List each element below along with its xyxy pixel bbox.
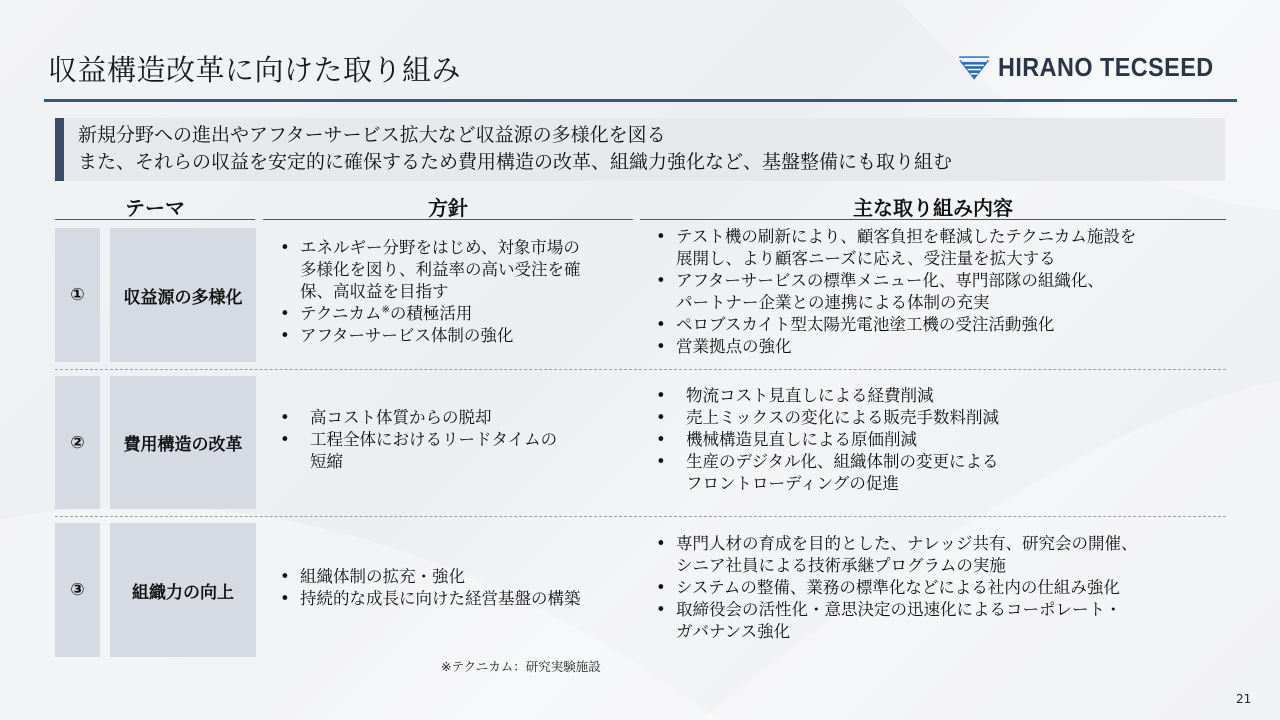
list-item: • 組織体制の拡充・強化 xyxy=(280,567,465,586)
column-header-theme: テーマ xyxy=(55,192,255,220)
summary-line: 新規分野への進出やアフターサービス拡大など収益源の多様化を図る xyxy=(78,124,666,146)
row-theme: 費用構造の改革 xyxy=(110,376,256,509)
list-item: • アフターサービス体制の強化 xyxy=(280,326,514,345)
row-number: ① xyxy=(55,228,100,362)
logo-mark-icon xyxy=(958,44,990,90)
list-item: • アフターサービスの標準メニュー化、専門部隊の組織化、 パートナー企業との連携による体制の充実 xyxy=(656,271,1104,312)
row-theme: 組織力の向上 xyxy=(110,523,256,657)
list-item: • テクニカム※の積極活用 xyxy=(280,304,473,323)
main-list xyxy=(656,226,1136,358)
list-item: • 持続的な成長に向けた経営基盤の構築 xyxy=(280,589,581,608)
summary-box xyxy=(55,118,1225,181)
company-logo xyxy=(958,42,1238,92)
row-number: ③ xyxy=(55,523,100,657)
footnote: ※テクニカム：研究実験施設 xyxy=(441,659,601,674)
list-item: • 営業拠点の強化 xyxy=(656,337,792,356)
row-separator xyxy=(55,516,1226,517)
list-item: • エネルギー分野をはじめ、対象市場の 多様化を図り、利益率の高い受注を確 保、高収益を目指す xyxy=(280,238,581,301)
row-theme: 収益源の多様化 xyxy=(110,228,256,362)
list-item: • 取締役会の活性化・意思決定の迅速化によるコーポレート・ ガバナンス強化 xyxy=(656,600,1122,641)
row-separator xyxy=(55,369,1226,370)
list-item: • 高コスト体質からの脱却 xyxy=(280,408,492,427)
row-number: ② xyxy=(55,376,100,509)
list-item: • テスト機の刷新により、顧客負担を軽減したテクニカム施設を 展開し、より顧客ニーズに応え、受注量を拡大する xyxy=(656,227,1137,268)
summary-line: また、それらの収益を安定的に確保するため費用構造の改革、組織力強化など、基盤整備にも取り組む xyxy=(78,151,953,173)
page-number: 21 xyxy=(1236,692,1252,706)
list-item: • 物流コスト見直しによる経費削減 xyxy=(656,386,934,405)
logo-text: HIRANO TECSEED xyxy=(998,51,1215,82)
page-title: 収益構造改革に向けた取り組み xyxy=(48,53,462,87)
footnote-mark: ※ xyxy=(381,304,390,316)
list-item: • 工程全体におけるリードタイムの 短縮 xyxy=(280,430,558,471)
column-header-policy: 方針 xyxy=(263,192,633,220)
policy-list xyxy=(280,407,557,473)
list-item: • システムの整備、業務の標準化などによる社内の仕組み強化 xyxy=(656,578,1120,597)
list-item: • 機械構造見直しによる原価削減 xyxy=(656,430,917,449)
title-rule xyxy=(44,99,1237,102)
main-list xyxy=(656,533,1138,643)
policy-list xyxy=(280,237,581,347)
main-list xyxy=(656,385,999,495)
list-item: • 売上ミックスの変化による販売手数料削減 xyxy=(656,408,1000,427)
list-item: • 専門人材の育成を目的とした、ナレッジ共有、研究会の開催、 シニア社員による技術承継プログラムの実施 xyxy=(656,534,1138,575)
column-header-main: 主な取り組み内容 xyxy=(640,192,1226,220)
list-item: • ペロブスカイト型太陽光電池塗工機の受注活動強化 xyxy=(656,315,1055,334)
policy-list xyxy=(280,566,581,610)
list-item: • 生産のデジタル化、組織体制の変更による フロントローディングの促進 xyxy=(656,452,999,493)
